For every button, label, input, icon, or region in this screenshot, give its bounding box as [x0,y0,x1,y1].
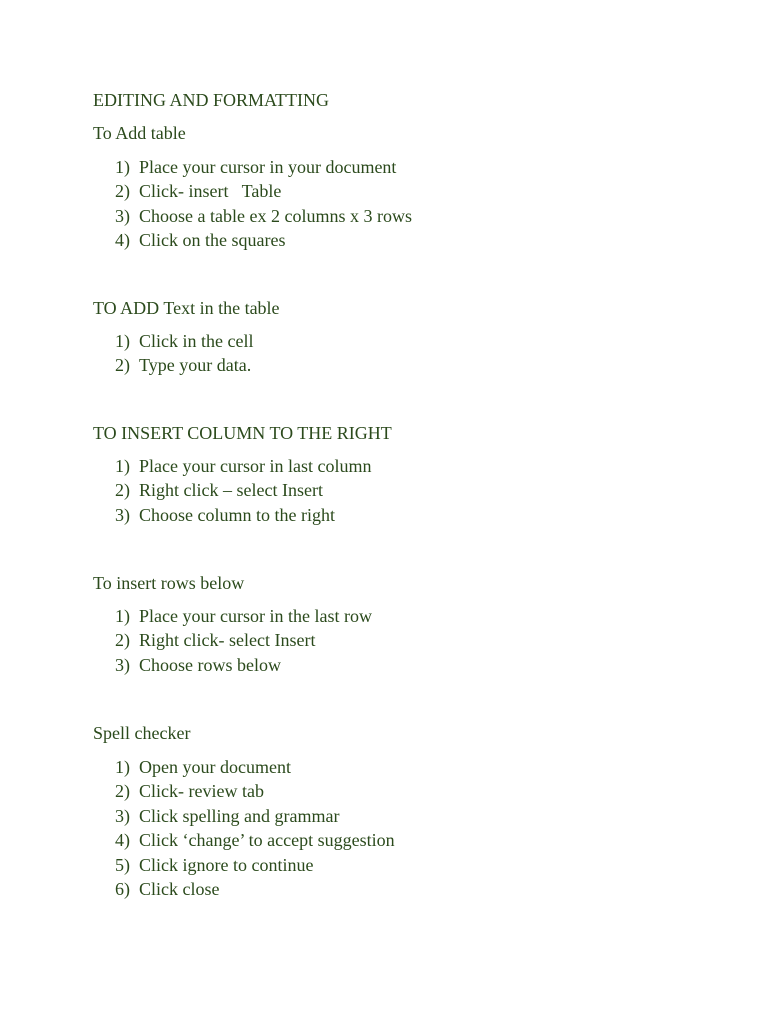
step-text: Click- review tab [139,781,264,802]
steps-list-add-text [115,329,253,378]
step-text: Click- insert Table [139,181,282,202]
list-item [115,804,395,828]
step-number: 1) [115,331,130,351]
step-number: 3) [115,205,130,226]
step-number: 5) [115,854,130,875]
list-item [115,454,371,478]
list-item [115,628,372,652]
step-number: 2) [115,480,130,501]
list-item [115,478,371,502]
list-item [115,877,395,901]
steps-list-add-table [115,155,412,253]
step-text: Click spelling and grammar [139,805,340,826]
steps-list-insert-column [115,454,371,527]
step-number: 3) [115,654,130,675]
list-item [115,503,371,527]
list-item [115,228,412,252]
step-number: 2) [115,181,130,202]
step-number: 6) [115,879,130,900]
section-heading-insert-rows: To insert rows below [93,573,245,593]
list-item [115,853,395,877]
list-item [115,779,395,803]
list-item [115,653,372,677]
step-text: Click close [139,879,220,900]
list-item [115,155,412,179]
step-text: Place your cursor in last column [139,456,372,476]
step-text: Type your data. [139,355,252,376]
step-number: 1) [115,157,130,177]
list-item [115,204,412,228]
step-text: Click ‘change’ to accept suggestion [139,830,395,851]
step-text: Choose rows below [139,654,281,675]
step-number: 3) [115,805,130,826]
section-heading-spell-checker: Spell checker [93,723,191,743]
steps-list-insert-rows [115,604,372,677]
step-number: 1) [115,757,130,777]
step-text: Place your cursor in your document [139,157,397,177]
step-text: Click on the squares [139,230,286,251]
step-number: 3) [115,504,130,525]
list-item [115,353,253,377]
step-text: Open your document [139,757,291,777]
step-text: Place your cursor in the last row [139,606,372,626]
list-item [115,604,372,628]
step-text: Choose a table ex 2 columns x 3 rows [139,205,412,226]
step-text: Right click- select Insert [139,630,316,651]
step-number: 1) [115,456,130,476]
step-number: 4) [115,830,130,851]
step-text: Choose column to the right [139,504,335,525]
section-heading-insert-column: TO INSERT COLUMN TO THE RIGHT [93,423,392,443]
step-number: 1) [115,606,130,626]
steps-list-spell-checker [115,755,395,901]
list-item [115,755,395,779]
step-text: Right click – select Insert [139,480,323,501]
document-title: EDITING AND FORMATTING [93,90,329,110]
step-number: 2) [115,781,130,802]
section-heading-add-table: To Add table [93,123,186,143]
list-item [115,329,253,353]
step-number: 2) [115,630,130,651]
step-text: Click ignore to continue [139,854,314,875]
step-number: 2) [115,355,130,376]
list-item [115,828,395,852]
step-text: Click in the cell [139,331,254,351]
section-heading-add-text: TO ADD Text in the table [93,298,280,318]
step-number: 4) [115,230,130,251]
list-item [115,179,412,203]
